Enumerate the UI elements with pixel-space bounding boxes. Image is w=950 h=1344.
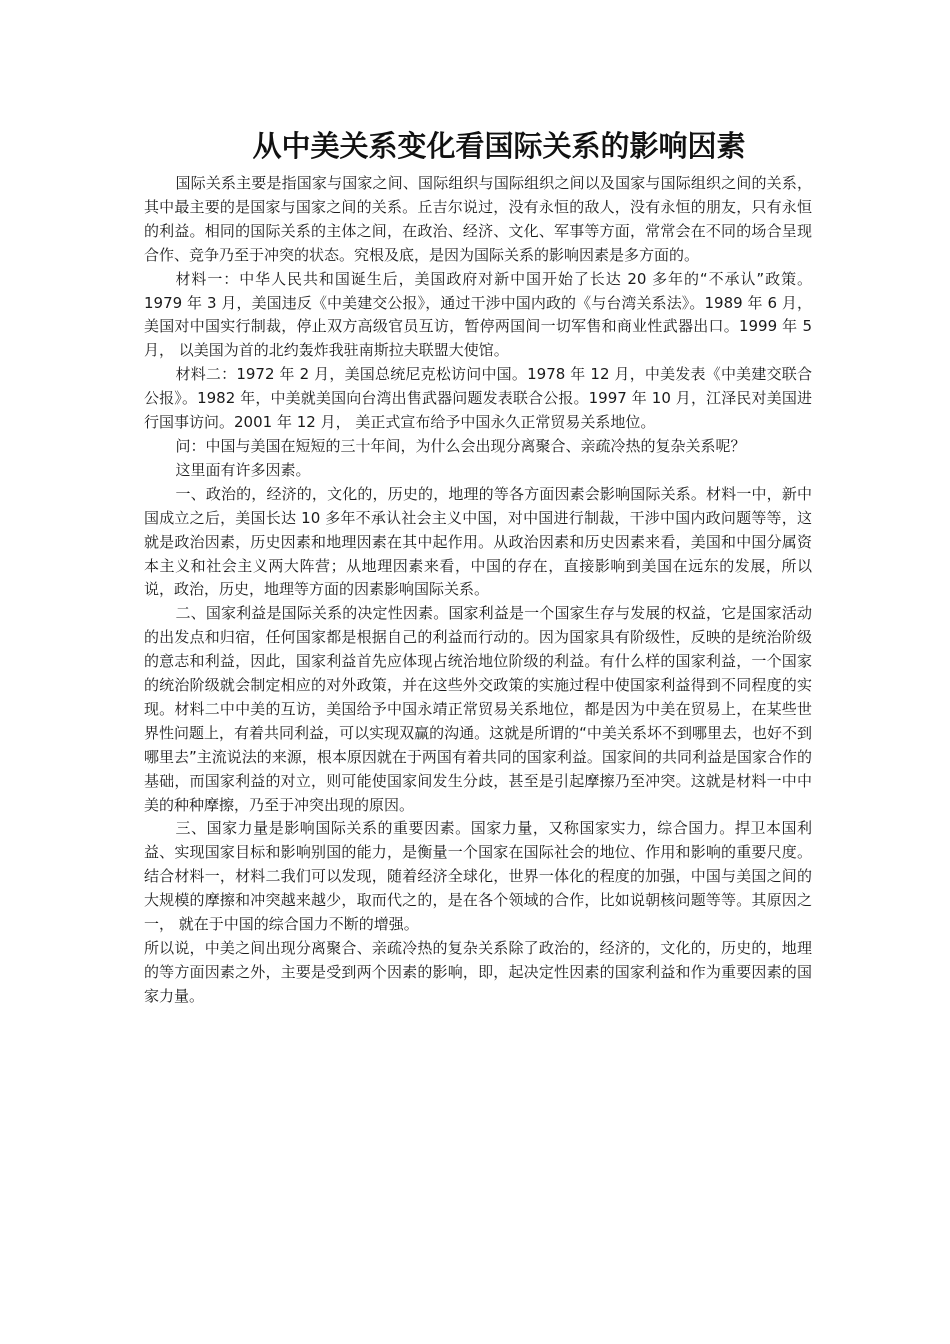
document-body — [144, 172, 812, 1009]
material-two-paragraph: 材料二：1972 年 2 月，美国总统尼克松访问中国。1978 年 12 月，中美发表《中美建交联合公报》。1982 年，中美就美国向台湾出售武器问题发表联合公报。1997 年 10 月，江泽民对美国进行国事访问。2001 年 12 月， 美正式宣布给予中国永久正常贸易关系地位。 — [144, 365, 812, 432]
point-one-paragraph: 一、政治的，经济的，文化的，历史的，地理的等各方面因素会影响国际关系。材料一中，新中国成立之后，美国长达 10 多年不承认社会主义中国，对中国进行制裁，干涉中国内政问题等等，这就是政治因素，历史因素和地理因素在其中起作用。从政治因素和历史因素来看，美国和中国分属资本主义和社会主义两大阵营；从地理因素来看，中国的存在，直接影响到美国在远东的发展，所以说，政治，历史，地理等方面的因素影响国际关系。 — [144, 484, 812, 599]
material-one-paragraph: 材料一：中华人民共和国诞生后，美国政府对新中国开始了长达 20 多年的“不承认”政策。1979 年 3 月，美国违反《中美建交公报》，通过干涉中国内政的《与台湾关系法》。1989 年 6 月，美国对中国实行制裁，停止双方高级官员互访，暂停两国间一切军售和商业性武器出口。1999 年 5 月， 以美国为首的北约轰炸我驻南斯拉夫联盟大使馆。 — [144, 269, 812, 360]
point-three-paragraph: 三、国家力量是影响国际关系的重要因素。国家力量，又称国家实力，综合国力。捍卫本国利益、实现国家目标和影响别国的能力，是衡量一个国家在国际社会的地位、作用和影响的重要尺度。结合材料一，材料二我们可以发现，随着经济全球化，世界一体化的程度的加强，中国与美国之间的大规模的摩擦和冲突越来越少，取而代之的，是在各个领域的合作，比如说朝核问题等等。其原因之一， 就在于中国的综合国力不断的增强。 — [144, 819, 812, 934]
conclusion-paragraph: 所以说，中美之间出现分离聚合、亲疏冷热的复杂关系除了政治的，经济的，文化的，历史的，地理的等方面因素之外，主要是受到两个因素的影响，即，起决定性因素的国家利益和作为重要因素的国家力量。 — [144, 939, 812, 1005]
point-two-paragraph: 二、国家利益是国际关系的决定性因素。国家利益是一个国家生存与发展的权益，它是国家活动的出发点和归宿，任何国家都是根据自己的利益而行动的。因为国家具有阶级性，反映的是统治阶级的意志和利益，因此，国家利益首先应体现占统治地位阶级的利益。有什么样的国家利益，一个国家的统治阶级就会制定相应的对外政策，并在这些外交政策的实施过程中使国家利益得到不同程度的实现。材料二中中美的互访，美国给予中国永靖正常贸易关系地位，都是因为中美在贸易上，在某些世界性问题上，有着共同利益，可以实现双赢的沟通。这就是所谓的“中美关系坏不到哪里去，也好不到哪里去”主流说法的来源，根本原因就在于两国有着共同的国家利益。国家间的共同利益是国家合作的基础，而国家利益的对立，则可能使国家间发生分歧，甚至是引起摩擦乃至冲突。这就是材料一中中美的种种摩擦，乃至于冲突出现的原因。 — [144, 604, 812, 814]
document-title: 从中美关系变化看国际关系的影响因素 — [252, 129, 746, 163]
question-paragraph: 问：中国与美国在短短的三十年间，为什么会出现分离聚合、亲疏冷热的复杂关系呢？ — [175, 436, 746, 455]
intro-paragraph: 国际关系主要是指国家与国家之间、国际组织与国际组织之间以及国家与国际组织之间的关系，其中最主要的是国家与国家之间的关系。丘吉尔说过，没有永恒的敌人，没有永恒的朋友，只有永恒的利益。相同的国际关系的主体之间，在政治、经济、文化、军事等方面，常常会在不同的场合呈现合作、竞争乃至于冲突的状态。究根及底，是因为国际关系的影响因素是多方面的。 — [144, 174, 812, 264]
transition-paragraph: 这里面有许多因素。 — [175, 460, 311, 479]
